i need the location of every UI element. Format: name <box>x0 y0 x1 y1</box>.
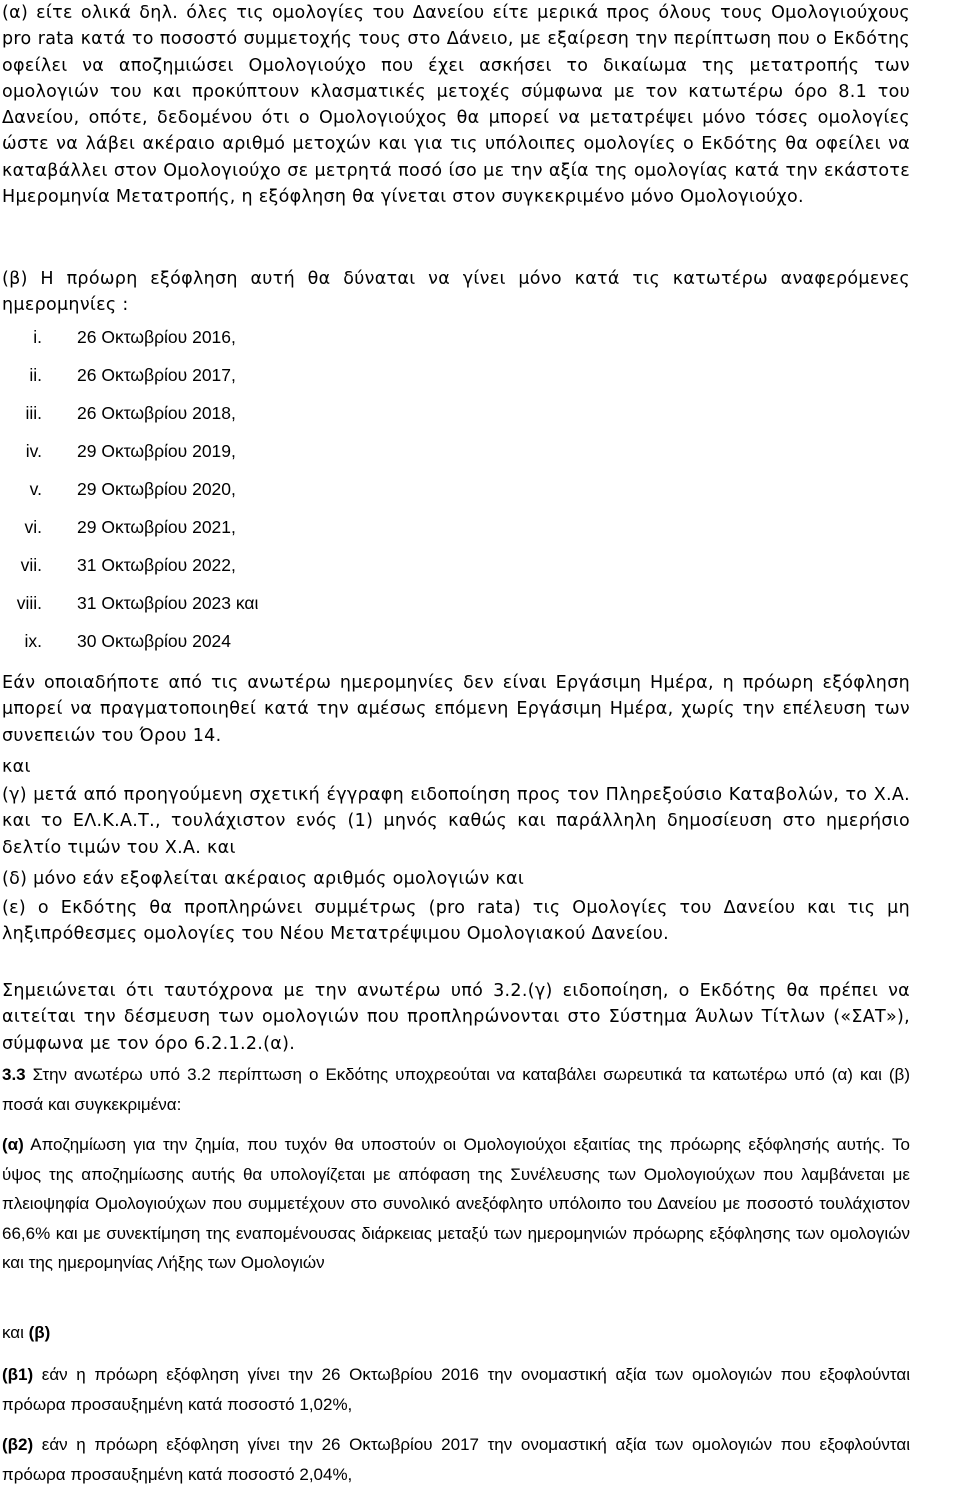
list-item <box>0 398 400 428</box>
paragraph-c: (γ) μετά από προηγούμενη σχετική έγγραφη ειδοποίηση προς τον Πληρεξούσιο Καταβολών, το Χ.Α. και το ΕΛ.Κ.Α.Τ., τουλάχιστον ενός (1) μηνός καθώς και παράλληλη δημοσίευση στο ημερήσιο δελτίο τιμών του Χ.Α. και <box>2 785 910 858</box>
list-item <box>0 588 400 618</box>
item-beta-1 <box>2 1360 910 1419</box>
list-item <box>0 322 400 352</box>
list-item-number: iii. <box>25 403 42 423</box>
paragraph-d: (δ) μόνο εάν εξοφλείται ακέραιος αριθμός ομολογιών και <box>2 869 525 889</box>
list-item-text: 26 Οκτωβρίου 2018, <box>77 403 236 423</box>
list-item-number: viii. <box>16 593 42 613</box>
list-item-text: 29 Οκτωβρίου 2020, <box>77 479 236 499</box>
paragraph-b: (β) Η πρόωρη εξόφληση αυτή θα δύναται να γίνει μόνο κατά τις κατωτέρω αναφερόμενες ημερομηνίες : <box>2 269 910 316</box>
list-item <box>0 550 400 580</box>
list-item-number: ix. <box>24 631 42 651</box>
item-text: εάν η πρόωρη εξόφληση γίνει την 26 Οκτωβρίου 2017 την ονομαστική αξία των ομολογιών που εξοφλούνται πρόωρα προσαυξημένη κατά ποσοστό 2,04%, <box>2 1435 910 1484</box>
item-label: (β1) <box>2 1365 34 1384</box>
item-label: (β) <box>28 1323 51 1342</box>
item-beta-2 <box>2 1430 910 1489</box>
section-3-3 <box>2 1060 910 1119</box>
list-item <box>0 626 400 656</box>
item-text: εάν η πρόωρη εξόφληση γίνει την 26 Οκτωβρίου 2016 την ονομαστική αξία των ομολογιών που εξοφλούνται πρόωρα προσαυξημένη κατά ποσοστό 1,02%, <box>2 1365 910 1414</box>
paragraph-e: (ε) ο Εκδότης θα προπληρώνει συμμέτρως (pro rata) τις Ομολογίες του Δανείου και τις μη ληξιπρόθεσμες ομολογίες του Νέου Μετατρέψιμου Ομολογιακού Δανείου. <box>2 898 910 945</box>
section-text: Στην ανωτέρω υπό 3.2 περίπτωση ο Εκδότης υποχρεούται να καταβάλει σωρευτικά τα κατωτέρω υπό (α) και (β) ποσά και συγκεκριμένα: <box>2 1065 910 1114</box>
list-item-text: 29 Οκτωβρίου 2021, <box>77 517 236 537</box>
conjunction-and: και <box>2 1323 29 1342</box>
list-item-number: v. <box>29 479 42 499</box>
item-label: (β2) <box>2 1435 34 1454</box>
list-item-text: 30 Οκτωβρίου 2024 <box>77 631 232 651</box>
list-item <box>0 360 400 390</box>
list-item-text: 31 Οκτωβρίου 2022, <box>77 555 236 575</box>
item-alpha <box>2 1130 910 1278</box>
section-number: 3.3 <box>2 1065 26 1084</box>
list-item-number: iv. <box>25 441 42 461</box>
and-beta-line <box>2 1318 910 1348</box>
list-item <box>0 512 400 542</box>
list-item <box>0 474 400 504</box>
paragraph-a: (α) είτε ολικά δηλ. όλες τις ομολογίες του Δανείου είτε μερικά προς όλους τους Ομολογιούχους pro rata κατά το ποσοστό συμμετοχής τους στο Δάνειο, με εξαίρεση την περίπτωση που ο Εκδότης οφείλει να αποζημιώσει Ομολογιούχο που έχει ασκήσει το δικαίωμα της μετατροπής των ομολογιών του και προκύπτουν κλασματικές μετοχές σύμφωνα με τον κατωτέρω όρο 8.1 του Δανείου, οπότε, δεδομένου ότι ο Ομολογιούχος θα μπορεί να μετατρέψει μόνο τόσες ομολογίες ώστε να λάβει ακέραιο αριθμό μετοχών και για τις υπόλοιπες ομολογίες ο Εκδότης θα οφείλει να καταβάλλει στον Ομολογιούχο σε μετρητά ποσό ίσο με την αξία της ομολογίας κατά την εκάστοτε Ημερομηνία Μετατροπής, η εξόφληση θα γίνεται στον συγκεκριμένο μόνο Ομολογιούχο. <box>2 3 910 208</box>
list-item <box>0 436 400 466</box>
paragraph-holiday: Εάν οποιαδήποτε από τις ανωτέρω ημερομηνίες δεν είναι Εργάσιμη Ημέρα, η πρόωρη εξόφληση μπορεί να πραγματοποιηθεί κατά την αμέσως επόμενη Εργάσιμη Ημέρα, χωρίς την επέλευση των συνεπειών του Όρου 14. <box>2 673 910 746</box>
list-item-text: 26 Οκτωβρίου 2016, <box>77 327 236 347</box>
conjunction-and: και <box>2 757 31 777</box>
list-item-number: i. <box>33 327 42 347</box>
item-text: Αποζημίωση για την ζημία, που τυχόν θα υποστούν οι Ομολογιούχοι εξαιτίας της πρόωρης εξόφλησής αυτής. Το ύψος της αποζημίωσης αυτής θα υπολογίζεται με απόφαση της Συνέλευσης των Ομολογιούχων που λαμβάνεται με πλειοψηφία Ομολογιούχων που συμμετέχουν στο συνολικό ανεξόφλητο υπόλοιπο του Δανείου με ποσοστό τουλάχιστον 66,6% και με συνεκτίμηση της εναπομένουσας διάρκειας μεταξύ των ημερομηνιών πρόωρης εξόφλησης των ομολογιών και της ημερομηνίας Λήξης των Ομολογιών <box>2 1135 910 1272</box>
list-item-text: 26 Οκτωβρίου 2017, <box>77 365 236 385</box>
item-label: (α) <box>2 1135 24 1154</box>
list-item-number: vi. <box>24 517 42 537</box>
list-item-number: ii. <box>29 365 42 385</box>
paragraph-note: Σημειώνεται ότι ταυτόχρονα με την ανωτέρω υπό 3.2.(γ) ειδοποίηση, ο Εκδότης θα πρέπει να αιτείται την δέσμευση των ομολογιών που προπληρώνονται στο Σύστημα Άυλων Τίτλων («ΣΑΤ»), σύμφωνα με τον όρο 6.2.1.2.(α). <box>2 981 910 1054</box>
list-item-number: vii. <box>20 555 42 575</box>
list-item-text: 31 Οκτωβρίου 2023 και <box>77 593 259 613</box>
list-item-text: 29 Οκτωβρίου 2019, <box>77 441 236 461</box>
